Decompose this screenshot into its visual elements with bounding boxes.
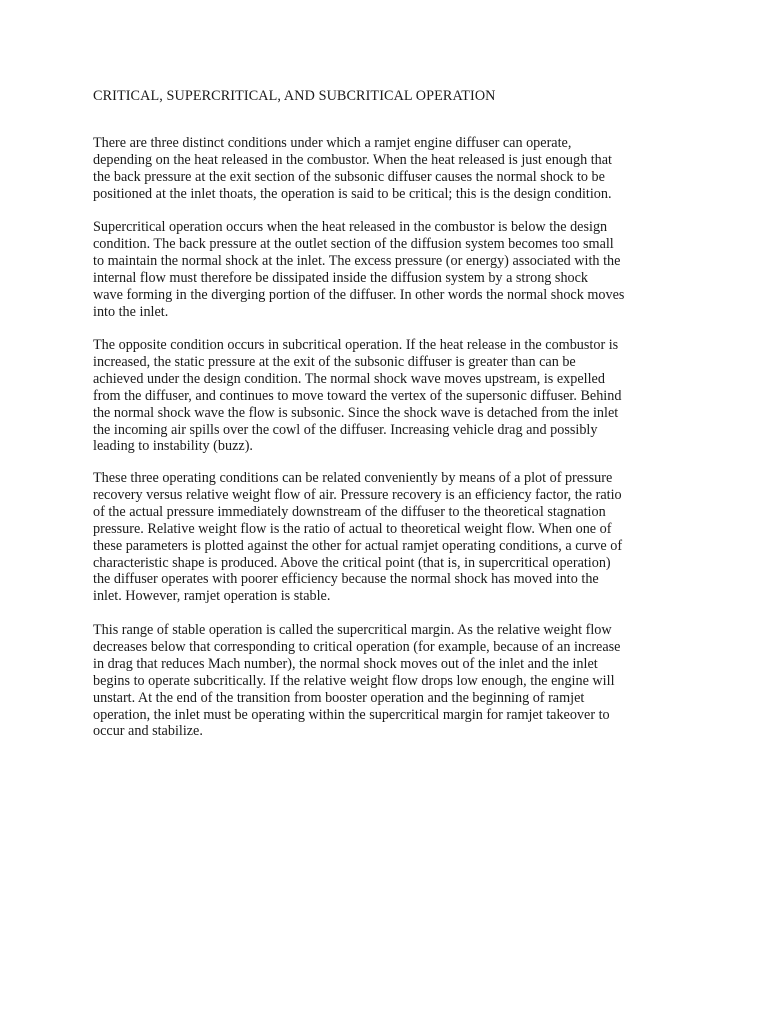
text-line: This range of stable operation is called the supercritical margin. As the relative weight flow (93, 622, 612, 638)
paragraph-critical-operation (93, 135, 612, 203)
text-line: positioned at the inlet thoats, the operation is said to be critical; this is the design condition. (93, 185, 612, 202)
text-line: Supercritical operation occurs when the heat released in the combustor is below the design (93, 219, 608, 235)
text-line: These three operating conditions can be related conveniently by means of a plot of pressure (93, 470, 613, 486)
text-line: operation, the inlet must be operating within the supercritical margin for ramjet takeover to (93, 706, 610, 723)
text-line: occur and stabilize. (93, 723, 203, 740)
document-title: CRITICAL, SUPERCRITICAL, AND SUBCRITICAL OPERATION (93, 88, 496, 104)
text-line: begins to operate subcritically. If the relative weight flow drops low enough, the engine will (93, 672, 615, 689)
text-line: increased, the static pressure at the exit of the subsonic diffuser is greater than can be (93, 353, 576, 370)
text-line: achieved under the design condition. The normal shock wave moves upstream, is expelled (93, 370, 605, 387)
text-line: into the inlet. (93, 303, 169, 320)
text-line: the normal shock wave the flow is subsonic. Since the shock wave is detached from the inlet (93, 404, 619, 421)
text-line: characteristic shape is produced. Above the critical point (that is, in supercritical operation) (93, 554, 611, 571)
paragraph-operating-conditions-plot (93, 470, 622, 605)
text-line: There are three distinct conditions under which a ramjet engine diffuser can operate, (93, 135, 572, 151)
paragraph-supercritical-operation (93, 219, 624, 320)
text-line: from the diffuser, and continues to move toward the vertex of the supersonic diffuser. Behind (93, 387, 622, 404)
text-line: the incoming air spills over the cowl of the diffuser. Increasing vehicle drag and possibly (93, 421, 598, 438)
text-line: of the actual pressure immediately downstream of the diffuser to the theoretical stagnation (93, 503, 606, 520)
text-line: decreases below that corresponding to critical operation (for example, because of an increase (93, 638, 621, 655)
text-line: in drag that reduces Mach number), the normal shock moves out of the inlet and the inlet (93, 655, 598, 672)
text-line: to maintain the normal shock at the inlet. The excess pressure (or energy) associated with the (93, 252, 621, 269)
text-line: the back pressure at the exit section of the subsonic diffuser causes the normal shock to be (93, 168, 605, 185)
text-line: these parameters is plotted against the other for actual ramjet operating conditions, a curve of (93, 537, 623, 554)
text-line: internal flow must therefore be dissipated inside the diffusion system by a strong shock (93, 269, 589, 286)
text-line: recovery versus relative weight flow of air. Pressure recovery is an efficiency factor, the ratio (93, 486, 622, 503)
text-line: condition. The back pressure at the outlet section of the diffusion system becomes too small (93, 235, 614, 252)
text-line: leading to instability (buzz). (93, 438, 253, 455)
text-line: depending on the heat released in the combustor. When the heat released is just enough that (93, 151, 612, 168)
text-line: The opposite condition occurs in subcritical operation. If the heat release in the combustor is (93, 337, 619, 353)
text-line: unstart. At the end of the transition from booster operation and the beginning of ramjet (93, 689, 585, 706)
paragraph-subcritical-operation (93, 337, 621, 455)
text-line: the diffuser operates with poorer efficiency because the normal shock has moved into the (93, 571, 599, 588)
text-line: wave forming in the diverging portion of the diffuser. In other words the normal shock moves (93, 286, 625, 303)
text-line: pressure. Relative weight flow is the ratio of actual to theoretical weight flow. When one of (93, 520, 612, 537)
text-line: inlet. However, ramjet operation is stable. (93, 588, 331, 605)
paragraph-supercritical-margin (93, 622, 620, 740)
